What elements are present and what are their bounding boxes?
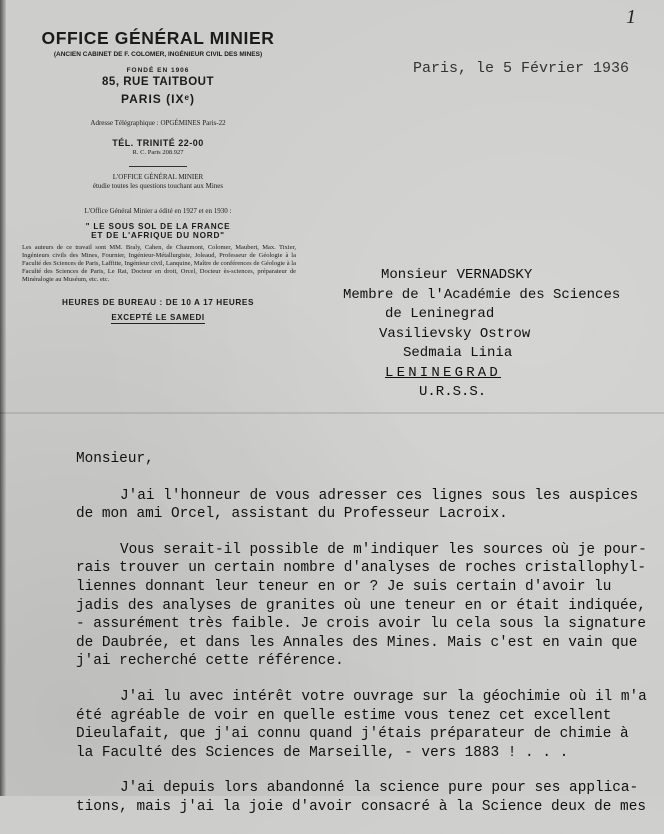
company-name: OFFICE GÉNÉRAL MINIER [41,28,275,48]
address-line: de Leninegrad [385,306,495,322]
book-title-line2: ET DE L'AFRIQUE DU NORD" [91,231,225,240]
telegraph-address: Adresse Télégraphique : OPGÉMINES Paris-22 [90,119,226,127]
founded-year: FONDÉ EN 1906 [126,67,190,74]
text-line: la Faculté des Sciences de Marseille, - vers 1883 ! . . . [76,744,569,761]
recipient-address [343,266,643,403]
address-line: Sedmaia Linia [403,345,513,361]
former-name: (ANCIEN CABINET DE F. COLOMER, INGÉNIEUR CIVIL DES MINES) [53,51,263,58]
text-line: rais trouver un certain nombre d'analyses de roches cristallophyl- [76,560,646,577]
text-line: liennes donnant leur teneur en or ? Je suis certain d'avoir lu [76,578,612,595]
paragraph-3 [76,688,654,762]
paragraph-1 [76,487,654,524]
text-line: été agréable de voir en quelle estime vous tenez cet excellent [76,707,612,724]
registration: R. C. Paris 208.927 [132,149,184,156]
street-address: 85, RUE TAITBOUT [102,76,214,88]
letterhead-divider [129,166,187,167]
text-line: de Daubrée, et dans les Annales des Mines. Mais c'est en vain que [76,634,638,651]
telephone: TÉL. TRINITÉ 22-00 [112,138,204,148]
text-line: jadis des analyses de granites où une teneur en or était indiquée, [76,597,646,614]
text-line: j'ai recherché cette référence. [76,653,344,670]
paragraph-4 [76,779,654,816]
authors-paragraph: Les auteurs de ce travail sont MM. Braly, Cahen, de Chaumont, Colomer, Maubert, Max. Tixier, Ingénieurs civils des Mines, Fournier, Ingénieur-Métallurgiste, Joleaud, Professeur de Géologie à la Faculté des Sciences de Paris, Laffitte, Ingénieur civil, Lanquine, Maître de conférences de Géologie à la Faculté des Sciences de Paris, Le Rat, Docteur en droit, Orcel, Docteur ès-sciences, préparateur de Minéralogie au Muséum, etc. etc. [22,244,296,284]
publication-note: L'Office Général Minier a édité en 1927 et en 1930 : [84,207,232,215]
text-line: J'ai depuis lors abandonné la science pure pour ses applica- [120,780,639,797]
text-line: J'ai lu avec intérêt votre ouvrage sur la géochimie où il m'a [120,688,647,705]
letterhead [12,28,304,325]
paper-fold [0,412,664,414]
letter-body [76,450,654,834]
text-line: de mon ami Orcel, assistant du Professeur Lacroix. [76,506,508,523]
text-line: J'ai l'honneur de vous adresser ces lignes sous les auspices [120,487,639,504]
office-hours: HEURES DE BUREAU : DE 10 A 17 HEURES [61,298,255,308]
page-number: 1 [626,6,636,28]
text-line: Vous serait-il possible de m'indiquer les sources où je pour- [120,541,647,558]
city: PARIS (IXᵉ) [121,92,195,106]
paragraph-2 [76,541,654,671]
office-description: étudie toutes les questions touchant aux Mines [92,182,224,190]
page-edge [0,0,6,796]
address-line: Vasilievsky Ostrow [379,325,531,342]
text-line: Dieulafait, que j'ai connu quand j'étais préparateur de chimie à [76,726,629,743]
text-line: - assurément très faible. Je crois avoir lu cela sous la signature [76,616,646,633]
text-line: tions, mais j'ai la joie d'avoir consacré à la Science deux de mes [76,798,646,815]
salutation: Monsieur, [76,451,154,467]
address-city: LENINEGRAD [385,364,502,381]
address-line: Membre de l'Académie des Sciences [343,286,621,303]
office-hours-exception: EXCEPTÉ LE SAMEDI [111,313,205,323]
address-country: U.R.S.S. [419,384,487,400]
book-title-line1: " LE SOUS SOL DE LA FRANCE [85,222,231,231]
letter-date: Paris, le 5 Février 1936 [413,60,630,77]
address-line: Monsieur VERNADSKY [381,267,533,283]
office-name: L'OFFICE GÉNÉRAL MINIER [112,173,204,181]
